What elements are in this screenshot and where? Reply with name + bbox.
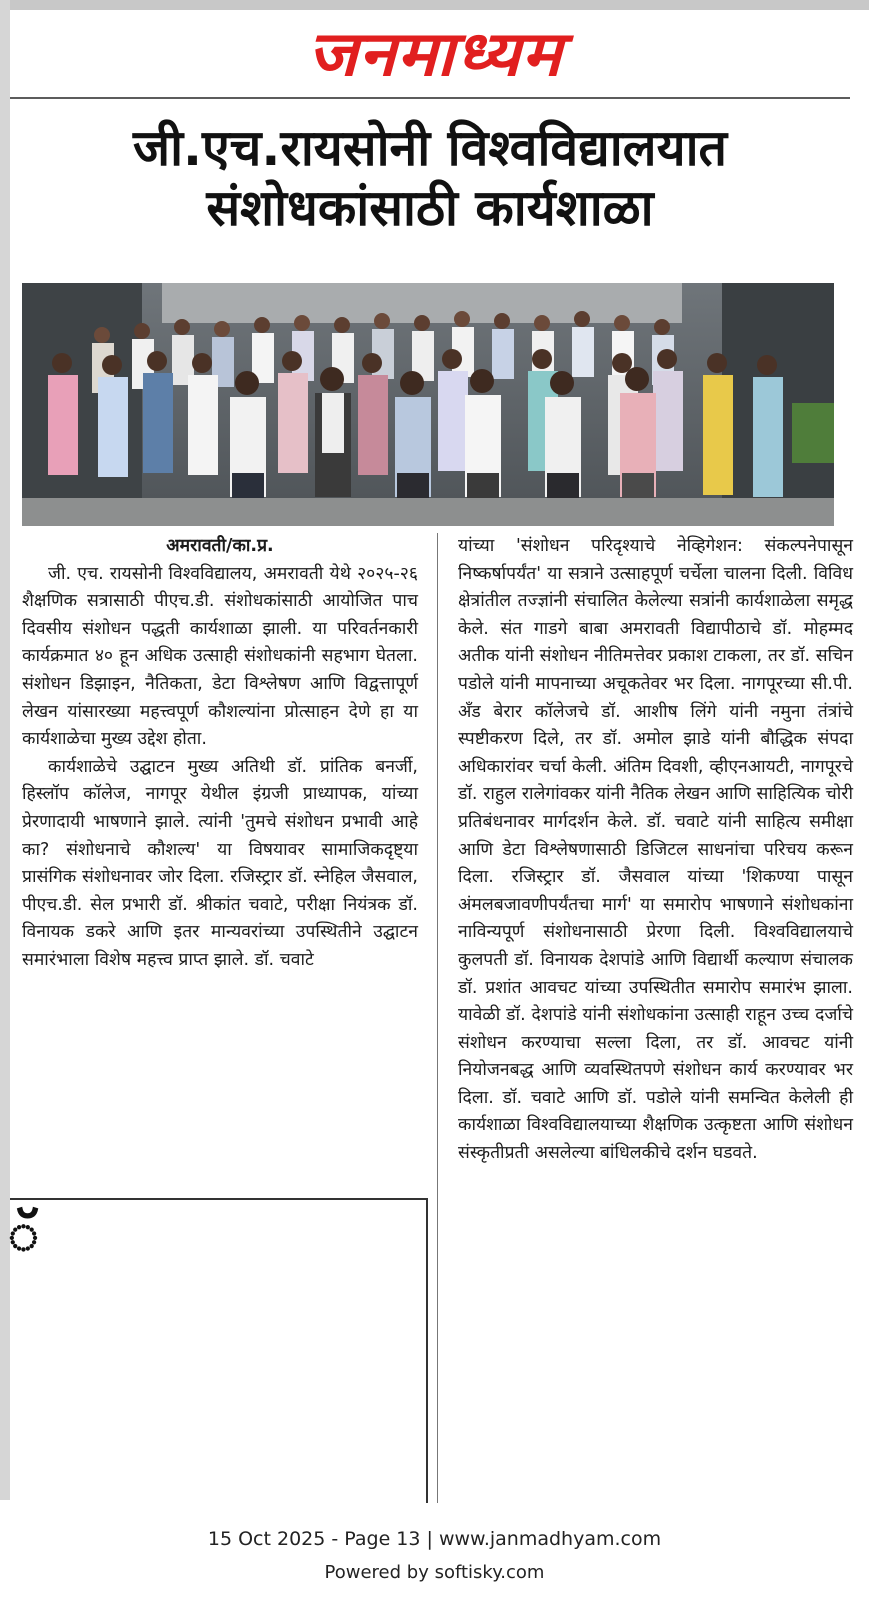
footer-powered-by: Powered by softisky.com — [324, 1562, 545, 1583]
adjacent-article-border-top — [10, 1198, 426, 1200]
article-column-left — [22, 533, 418, 975]
article-paragraph-3: यांच्या 'संशोधन परिदृश्याचे नेव्हिगेशन: संकल्पनेपासून निष्कर्षापर्यंत' या सत्राने उत्साहपूर्ण चर्चेला चालना दिली. विविध क्षेत्रांतील तज्ज्ञांनी संचालित केलेल्या सत्रांनी कार्यशाळेला समृद्ध केले. संत गाडगे बाबा अमरावती विद्यापीठाचे डॉ. मोहम्मद अतीक यांनी संशोधन नीतिमत्तेवर प्रकाश टाकला, तर डॉ. सचिन पडोले यांनी मापनाच्या अचूकतेवर भर दिला. नागपूरच्या सी.पी. अँड बेरार कॉलेजचे डॉ. आशीष लिंगे यांनी नमुना तंत्रांचे स्पष्टीकरण दिले, तर डॉ. अमोल झाडे यांनी बौद्धिक संपदा अधिकारांवर चर्चा केली. अंतिम दिवशी, व्हीएनआयटी, नागपूरचे डॉ. राहुल रालेगांवकर यांनी नैतिक लेखन आणि साहित्यिक चोरी प्रतिबंधनावर मार्गदर्शन केले. डॉ. चवाटे यांनी साहित्य समीक्षा आणि डेटा विश्लेषणासाठी डिजिटल साधनांचा परिचय करून दिला. रजिस्ट्रार डॉ. जैसवाल यांच्या 'शिकण्या पासून अंमलबजावणीपर्यंतचा मार्ग' या समारोप भाषणाने संशोधकांना नाविन्यपूर्ण संशोधनासाठी प्रेरणा दिली. विश्वविद्यालयाचे कुलपती डॉ. विनायक देशपांडे आणि विद्यार्थी कल्याण संचालक डॉ. प्रशांत आवचट यांच्या उपस्थितीत समारोप समारंभ झाला. यावेळी डॉ. देशपांडे यांनी संशोधकांना उत्साही राहून उच्च दर्जाचे संशोधन करण्याचा सल्ला दिला, तर डॉ. आवचट यांनी नियोजनबद्ध आणि व्यवस्थितपणे संशोधन कार्य करण्यावर भर दिला. डॉ. चवाटे आणि डॉ. पडोले यांनी समन्वित केलेली ही कार्यशाळा विश्वविद्यालयाच्या शैक्षणिक उत्कृष्टता आणि संशोधन संस्कृतीप्रती असलेल्या बांधिलकीचे दर्शन घडवते. — [458, 536, 853, 1164]
article-column-right — [458, 533, 853, 1168]
adjacent-article-fragment: ॅ — [8, 1206, 39, 1266]
masthead — [0, 14, 869, 94]
adjacent-article-border-right — [426, 1198, 428, 1503]
headline-line-1: जी.एच.रायसोनी विश्वविद्यालयात — [132, 119, 728, 177]
left-border — [0, 0, 10, 1500]
group-photo-image — [22, 283, 834, 526]
article-paragraph-1: जी. एच. रायसोनी विश्वविद्यालय, अमरावती येथे २०२५-२६ शैक्षणिक सत्रासाठी पीएच.डी. संशोधकांसाठी आयोजित पाच दिवसीय संशोधन पद्धती कार्यशाळा झाली. या परिवर्तनकारी कार्यक्रमात ४० हून अधिक उत्साही संशोधकांनी सहभाग घेतला. संशोधन डिझाइन, नैतिकता, डेटा विश्लेषण आणि विद्वत्तापूर्ण लेखन यांसारख्या महत्त्वपूर्ण कौशल्यांना प्रोत्साहन देणे हा या कार्यशाळेचा मुख्य उद्देश होता. — [22, 563, 418, 750]
article-headline — [10, 118, 850, 238]
group-photo — [22, 283, 834, 526]
footer-date-page: 15 Oct 2025 - Page 13 | www.janmadhyam.com — [207, 1528, 662, 1550]
masthead-rule — [10, 97, 850, 99]
article-paragraph-2: कार्यशाळेचे उद्घाटन मुख्य अतिथी डॉ. प्रांतिक बनर्जी, हिस्लॉप कॉलेज, नागपूर येथील इंग्रजी प्राध्यापक, यांच्या प्रेरणादायी भाषणाने झाले. त्यांनी 'तुमचे संशोधन प्रभावी आहे का? संशोधनाचे कौशल्य' या विषयावर सामाजिकदृष्ट्या प्रासंगिक संशोधनावर जोर दिला. रजिस्ट्रार डॉ. स्नेहिल जैसवाल, पीएच.डी. सेल प्रभारी डॉ. श्रीकांत चवाटे, परीक्षा नियंत्रक डॉ. विनायक डकरे आणि इतर मान्यवरांच्या उपस्थितीने उद्घाटन समारंभाला विशेष महत्त्व प्राप्त झाले. डॉ. चवाटे — [22, 756, 418, 970]
column-divider — [437, 533, 438, 1503]
headline-line-2: संशोधकांसाठी कार्यशाळा — [206, 179, 654, 237]
top-border — [0, 0, 869, 10]
masthead-logo: जनमाध्यम — [307, 17, 562, 90]
article-dateline: अमरावती/का.प्र. — [166, 536, 274, 556]
